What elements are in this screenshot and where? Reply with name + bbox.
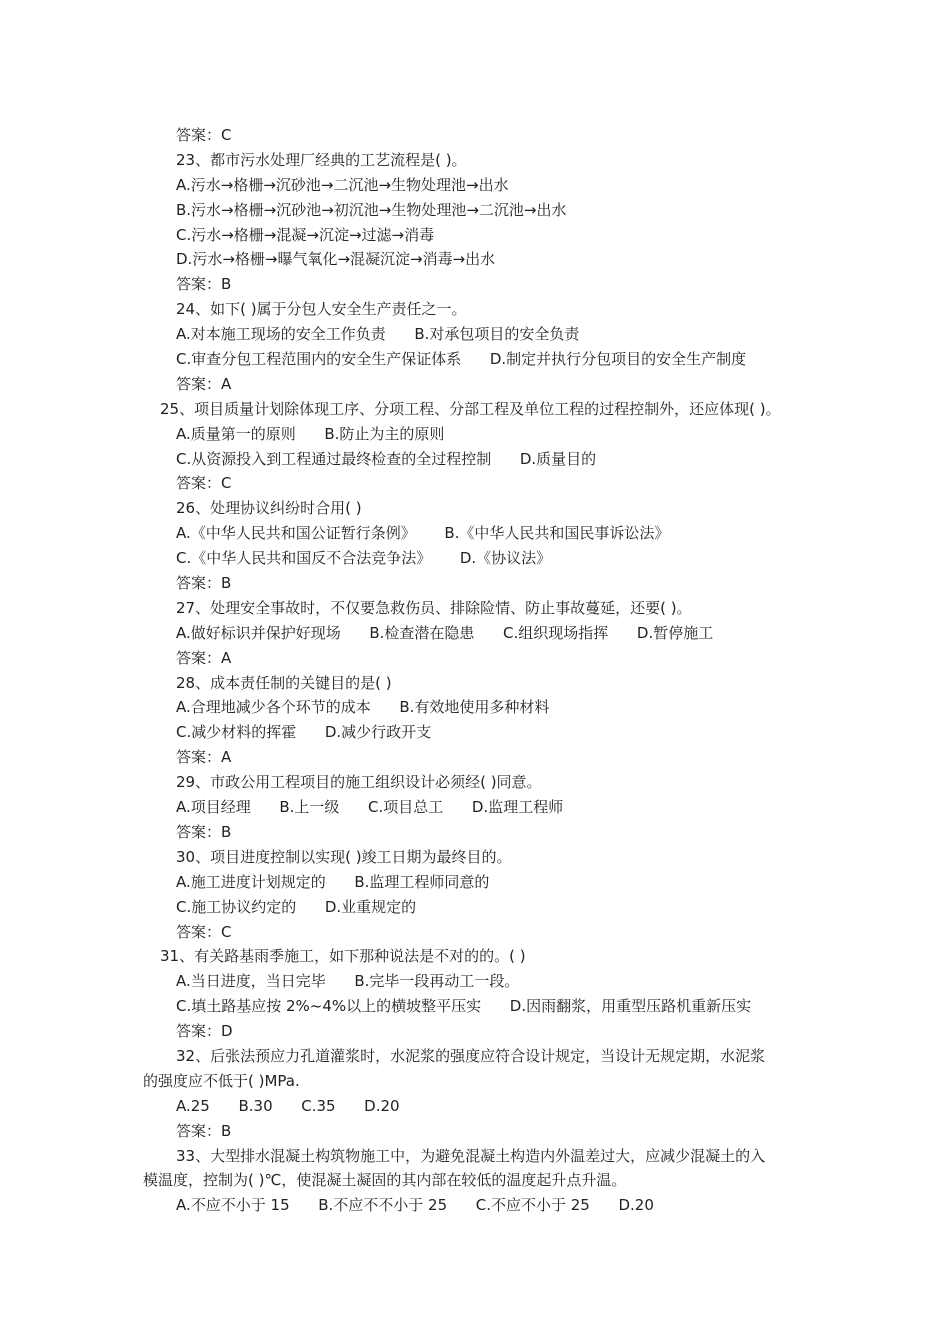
question-33-continued: 模温度，控制为( )℃，使混凝土凝固的其内部在较低的温度起升点升温。: [143, 1171, 627, 1190]
question-23: 23、都市污水处理厂经典的工艺流程是( )。: [176, 150, 467, 169]
option-line: C.填土路基应按 2%~4%以上的横坡整平压实 D.因雨翻浆，用重型压路机重新压实: [176, 997, 752, 1016]
option-line: C.施工协议约定的 D.业重规定的: [176, 897, 417, 916]
option-line: C.污水→格栅→混凝→沉淀→过滤→消毒: [176, 225, 435, 244]
option-line: A.项目经理 B.上一级 C.项目总工 D.监理工程师: [176, 798, 564, 817]
question-30: 30、项目进度控制以实现( )竣工日期为最终目的。: [176, 847, 512, 866]
option-line: A.当日进度，当日完毕 B.完毕一段再动工一段。: [176, 972, 520, 991]
document-body: [0, 123, 950, 1218]
question-29: 29、市政公用工程项目的施工组织设计必须经( )同意。: [176, 773, 542, 792]
option-line: A.《中华人民共和国公证暂行条例》 B.《中华人民共和国民事诉讼法》: [176, 524, 670, 543]
option-line: A.25 B.30 C.35 D.20: [176, 1096, 400, 1115]
question-28: 28、成本责任制的关键目的是( ): [176, 673, 392, 692]
question-24: 24、如下( )属于分包人安全生产责任之一。: [176, 300, 467, 319]
answer-line: 答案：B: [176, 275, 232, 294]
question-27: 27、处理安全事故时，不仅要急救伤员、排除险情、防止事故蔓延，还要( )。: [176, 598, 692, 617]
option-line: A.质量第一的原则 B.防止为主的原则: [176, 424, 445, 443]
option-line: A.做好标识并保护好现场 B.检查潜在隐患 C.组织现场指挥 D.暂停施工: [176, 623, 714, 642]
option-line: D.污水→格栅→曝气氧化→混凝沉淀→消毒→出水: [176, 250, 496, 269]
answer-line: 答案：C: [176, 922, 232, 941]
question-32-continued: 的强度应不低于( )MPa.: [143, 1071, 300, 1090]
answer-line: 答案：B: [176, 1121, 232, 1140]
option-line: A.合理地减少各个环节的成本 B.有效地使用多种材料: [176, 698, 550, 717]
option-line: B.污水→格栅→沉砂池→初沉池→生物处理池→二沉池→出水: [176, 200, 567, 219]
option-line: A.施工进度计划规定的 B.监理工程师同意的: [176, 872, 490, 891]
answer-line: 答案：B: [176, 574, 232, 593]
answer-line: 答案：A: [176, 648, 232, 667]
answer-line: 答案：A: [176, 374, 232, 393]
option-line: A.污水→格栅→沉砂池→二沉池→生物处理池→出水: [176, 175, 509, 194]
option-line: A.不应不小于 15 B.不应不不小于 25 C.不应不小于 25 D.20: [176, 1196, 654, 1215]
option-line: C.审查分包工程范围内的安全生产保证体系 D.制定并执行分包项目的安全生产制度: [176, 350, 747, 369]
option-line: A.对本施工现场的安全工作负责 B.对承包项目的安全负责: [176, 325, 580, 344]
question-31: 31、有关路基雨季施工，如下那种说法是不对的的。( ): [160, 947, 526, 966]
answer-line: 答案：D: [176, 1022, 233, 1041]
answer-line: 答案：C: [176, 474, 232, 493]
question-32: 32、后张法预应力孔道灌浆时，水泥浆的强度应符合设计规定，当设计无规定期，水泥浆: [176, 1046, 766, 1065]
question-26: 26、处理协议纠纷时合用( ): [176, 499, 362, 518]
answer-line: 答案：C: [176, 126, 232, 144]
question-25: 25、项目质量计划除体现工序、分项工程、分部工程及单位工程的过程控制外，还应体现( )。: [160, 399, 781, 418]
option-line: C.从资源投入到工程通过最终检查的全过程控制 D.质量目的: [176, 449, 597, 468]
option-line: C.减少材料的挥霍 D.减少行政开支: [176, 723, 432, 742]
answer-line: 答案：B: [176, 822, 232, 841]
answer-line: 答案：A: [176, 748, 232, 767]
option-line: C.《中华人民共和国反不合法竞争法》 D.《协议法》: [176, 549, 552, 568]
question-33: 33、大型排水混凝土构筑物施工中，为避免混凝土构造内外温差过大，应减少混凝土的入: [176, 1146, 766, 1165]
